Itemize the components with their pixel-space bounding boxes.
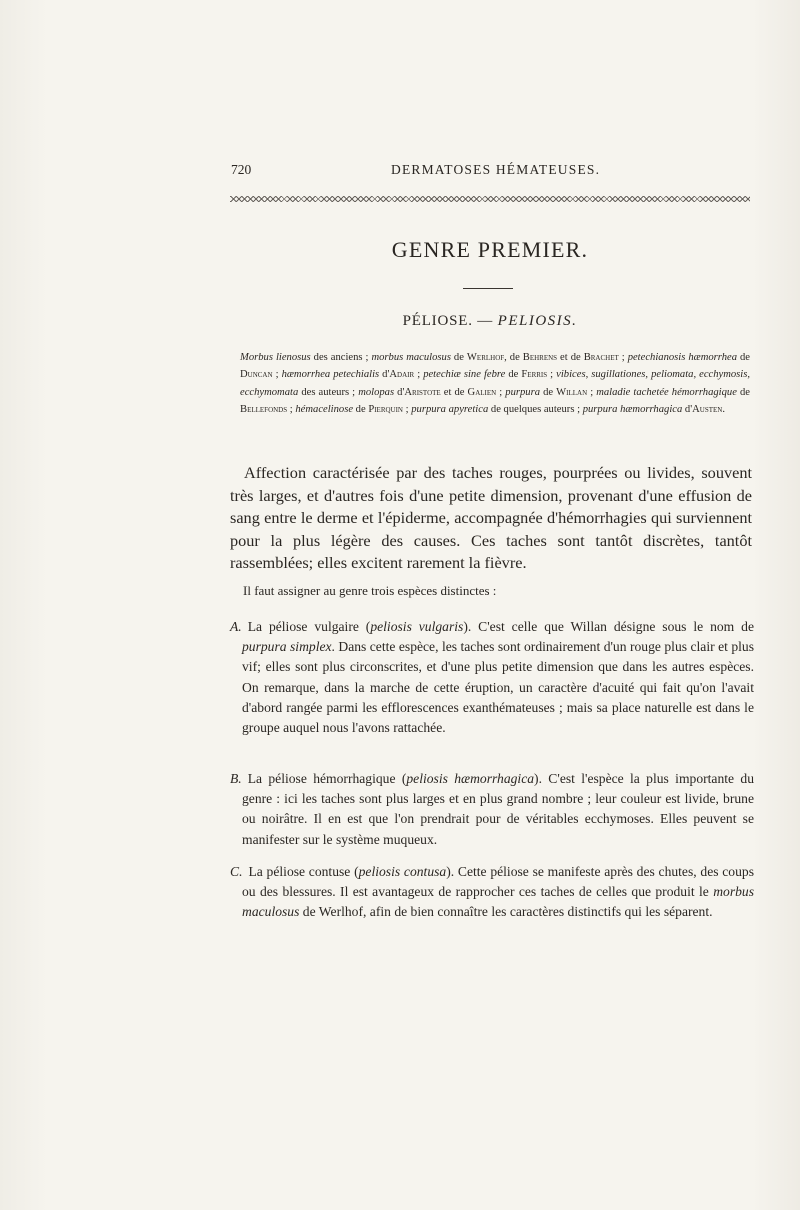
text-run: . Dans cette espèce, les taches sont ordinairement d'un rouge plus clair et plus vif; elles sont plus circonscrites, et d'une plus petite dimension que dans les autres espèces. On remarque, dans la marche de cette éruption, un caractère d'acuité qui fait qu'on l'avait d'abord rangée parmi les efflorescences exanthémateuses ; mais sa place naturelle est dans le groupe auquel nous l'avons rattachée.	[242, 639, 754, 736]
latin-term: morbus maculosus	[242, 884, 754, 920]
text-run: ). C'est celle que Willan désigne sous le nom de	[463, 619, 754, 634]
ornamental-rule	[230, 196, 750, 202]
species-a-paragraph	[230, 617, 754, 738]
genre-title: GENRE PREMIER.	[391, 237, 589, 262]
text-run: .	[722, 404, 725, 416]
text-run: ;	[272, 369, 282, 381]
definition-paragraph: Affection caractérisée par des taches rouges, pourprées ou livides, souvent très larges, et d'autres fois d'une petite dimension, provenant d'une effusion de sang entre le derme et l'épiderme, accompagnée d'hémorrhagies qui surviennent pour la plus légère des causes. Ces taches sont tantôt discrètes, tantôt rassemblées; elles excitent rarement la fièvre.	[230, 463, 752, 572]
text-run: ;	[496, 386, 506, 398]
text-run: ). Cette péliose se manifeste après des chutes, des coups ou des blessures. Il est avantageux de rapprocher ces taches de celles que produit le	[242, 864, 754, 900]
author-name: Werlhof	[466, 352, 505, 363]
genus-french-name: PÉLIOSE.	[402, 313, 473, 329]
text-run: d'	[394, 386, 405, 398]
author-name: Duncan	[240, 369, 273, 381]
short-divider	[463, 288, 513, 289]
species-letter: B.	[230, 771, 242, 786]
text-run: et de	[557, 352, 584, 363]
running-title: DERMATOSES HÉMATEUSES.	[391, 162, 601, 177]
page-header	[231, 162, 741, 182]
author-name: Willan	[556, 386, 588, 398]
species-b-paragraph	[230, 769, 754, 850]
author-name: Ferris	[521, 369, 548, 381]
text-run: d'	[682, 404, 693, 416]
text-run: ;	[403, 404, 412, 416]
text-run: et de	[440, 386, 468, 398]
text-run: ). C'est l'espèce la plus importante du genre : ici les taches sont plus larges et en plus grand nombre ; leur couleur est livide, brune ou noirâtre. Il en est que l'on prendrait pour de véritables ecchymoses. Elles peuvent se manifester sur le système muqueux.	[242, 771, 754, 847]
genus-separator: —	[472, 313, 498, 329]
latin-term: morbus maculosus	[371, 352, 451, 363]
latin-term: hémacelinose	[295, 404, 354, 416]
latin-term: peliosis vulgaris	[370, 619, 464, 634]
text-run: ;	[414, 369, 424, 381]
latin-term: purpura simplex	[242, 639, 332, 655]
author-name: Aristote	[404, 386, 441, 398]
latin-term: petechianosis hæmorrhea	[627, 352, 737, 363]
text-run: La péliose vulgaire (	[247, 619, 371, 634]
text-run: de	[505, 369, 522, 381]
latin-term: peliosis contusa	[358, 864, 447, 879]
text-run: de	[737, 352, 750, 363]
latin-term: purpura	[505, 386, 541, 398]
latin-term: Morbus lienosus	[240, 352, 311, 363]
author-name: Pierquin	[368, 404, 403, 416]
text-run: La péliose contuse (	[248, 864, 359, 879]
author-name: Brachet	[583, 352, 619, 363]
species-letter: A.	[230, 619, 242, 634]
latin-term: maladie tachetée hémorrhagique	[596, 386, 737, 398]
text-run: de	[353, 404, 369, 416]
genus-latin-name: PELIOSIS.	[497, 313, 578, 329]
author-name: Austen	[692, 404, 723, 416]
author-name: Bellefonds	[240, 404, 288, 416]
text-run: ;	[547, 369, 557, 381]
text-run: de quelques auteurs ;	[488, 404, 583, 416]
text-run: des auteurs ;	[298, 386, 359, 398]
synonymy-paragraph	[240, 349, 750, 419]
latin-term: hæmorrhea petechialis	[281, 369, 380, 381]
genus-heading	[230, 313, 750, 330]
text-run: ;	[287, 404, 296, 416]
author-name: Adair	[389, 369, 415, 381]
latin-term: peliosis hæmorrhagica	[406, 771, 535, 786]
text-run: de	[736, 386, 750, 398]
species-intro: Il faut assigner au genre trois espèces distinctes :	[243, 583, 497, 598]
author-name: Behrens	[522, 352, 558, 363]
latin-term: petechiæ sine febre	[423, 369, 506, 381]
species-c-paragraph	[230, 862, 754, 923]
page-number: 720	[231, 162, 252, 177]
text-run: de Werlhof, afin de bien connaître les caractères distinctifs qui les séparent.	[299, 904, 713, 920]
text-run: d'	[379, 369, 390, 381]
text-run: de	[450, 352, 467, 363]
text-run: de	[540, 386, 557, 398]
text-run: La péliose hémorrhagique (	[247, 771, 407, 786]
text-run: des anciens ;	[310, 352, 372, 363]
author-name: Galien	[467, 386, 497, 398]
text-run: ;	[618, 352, 628, 363]
text-run: , de	[504, 352, 523, 363]
latin-term: purpura hæmorrhagica	[582, 404, 683, 416]
latin-term: molopas	[358, 386, 395, 398]
species-letter: C.	[230, 864, 243, 879]
latin-term: purpura apyretica	[411, 404, 489, 416]
text-run: ;	[587, 386, 597, 398]
latin-term: vibices, sugillationes, peliomata, ecchymosis, ecchymomata	[240, 369, 751, 398]
